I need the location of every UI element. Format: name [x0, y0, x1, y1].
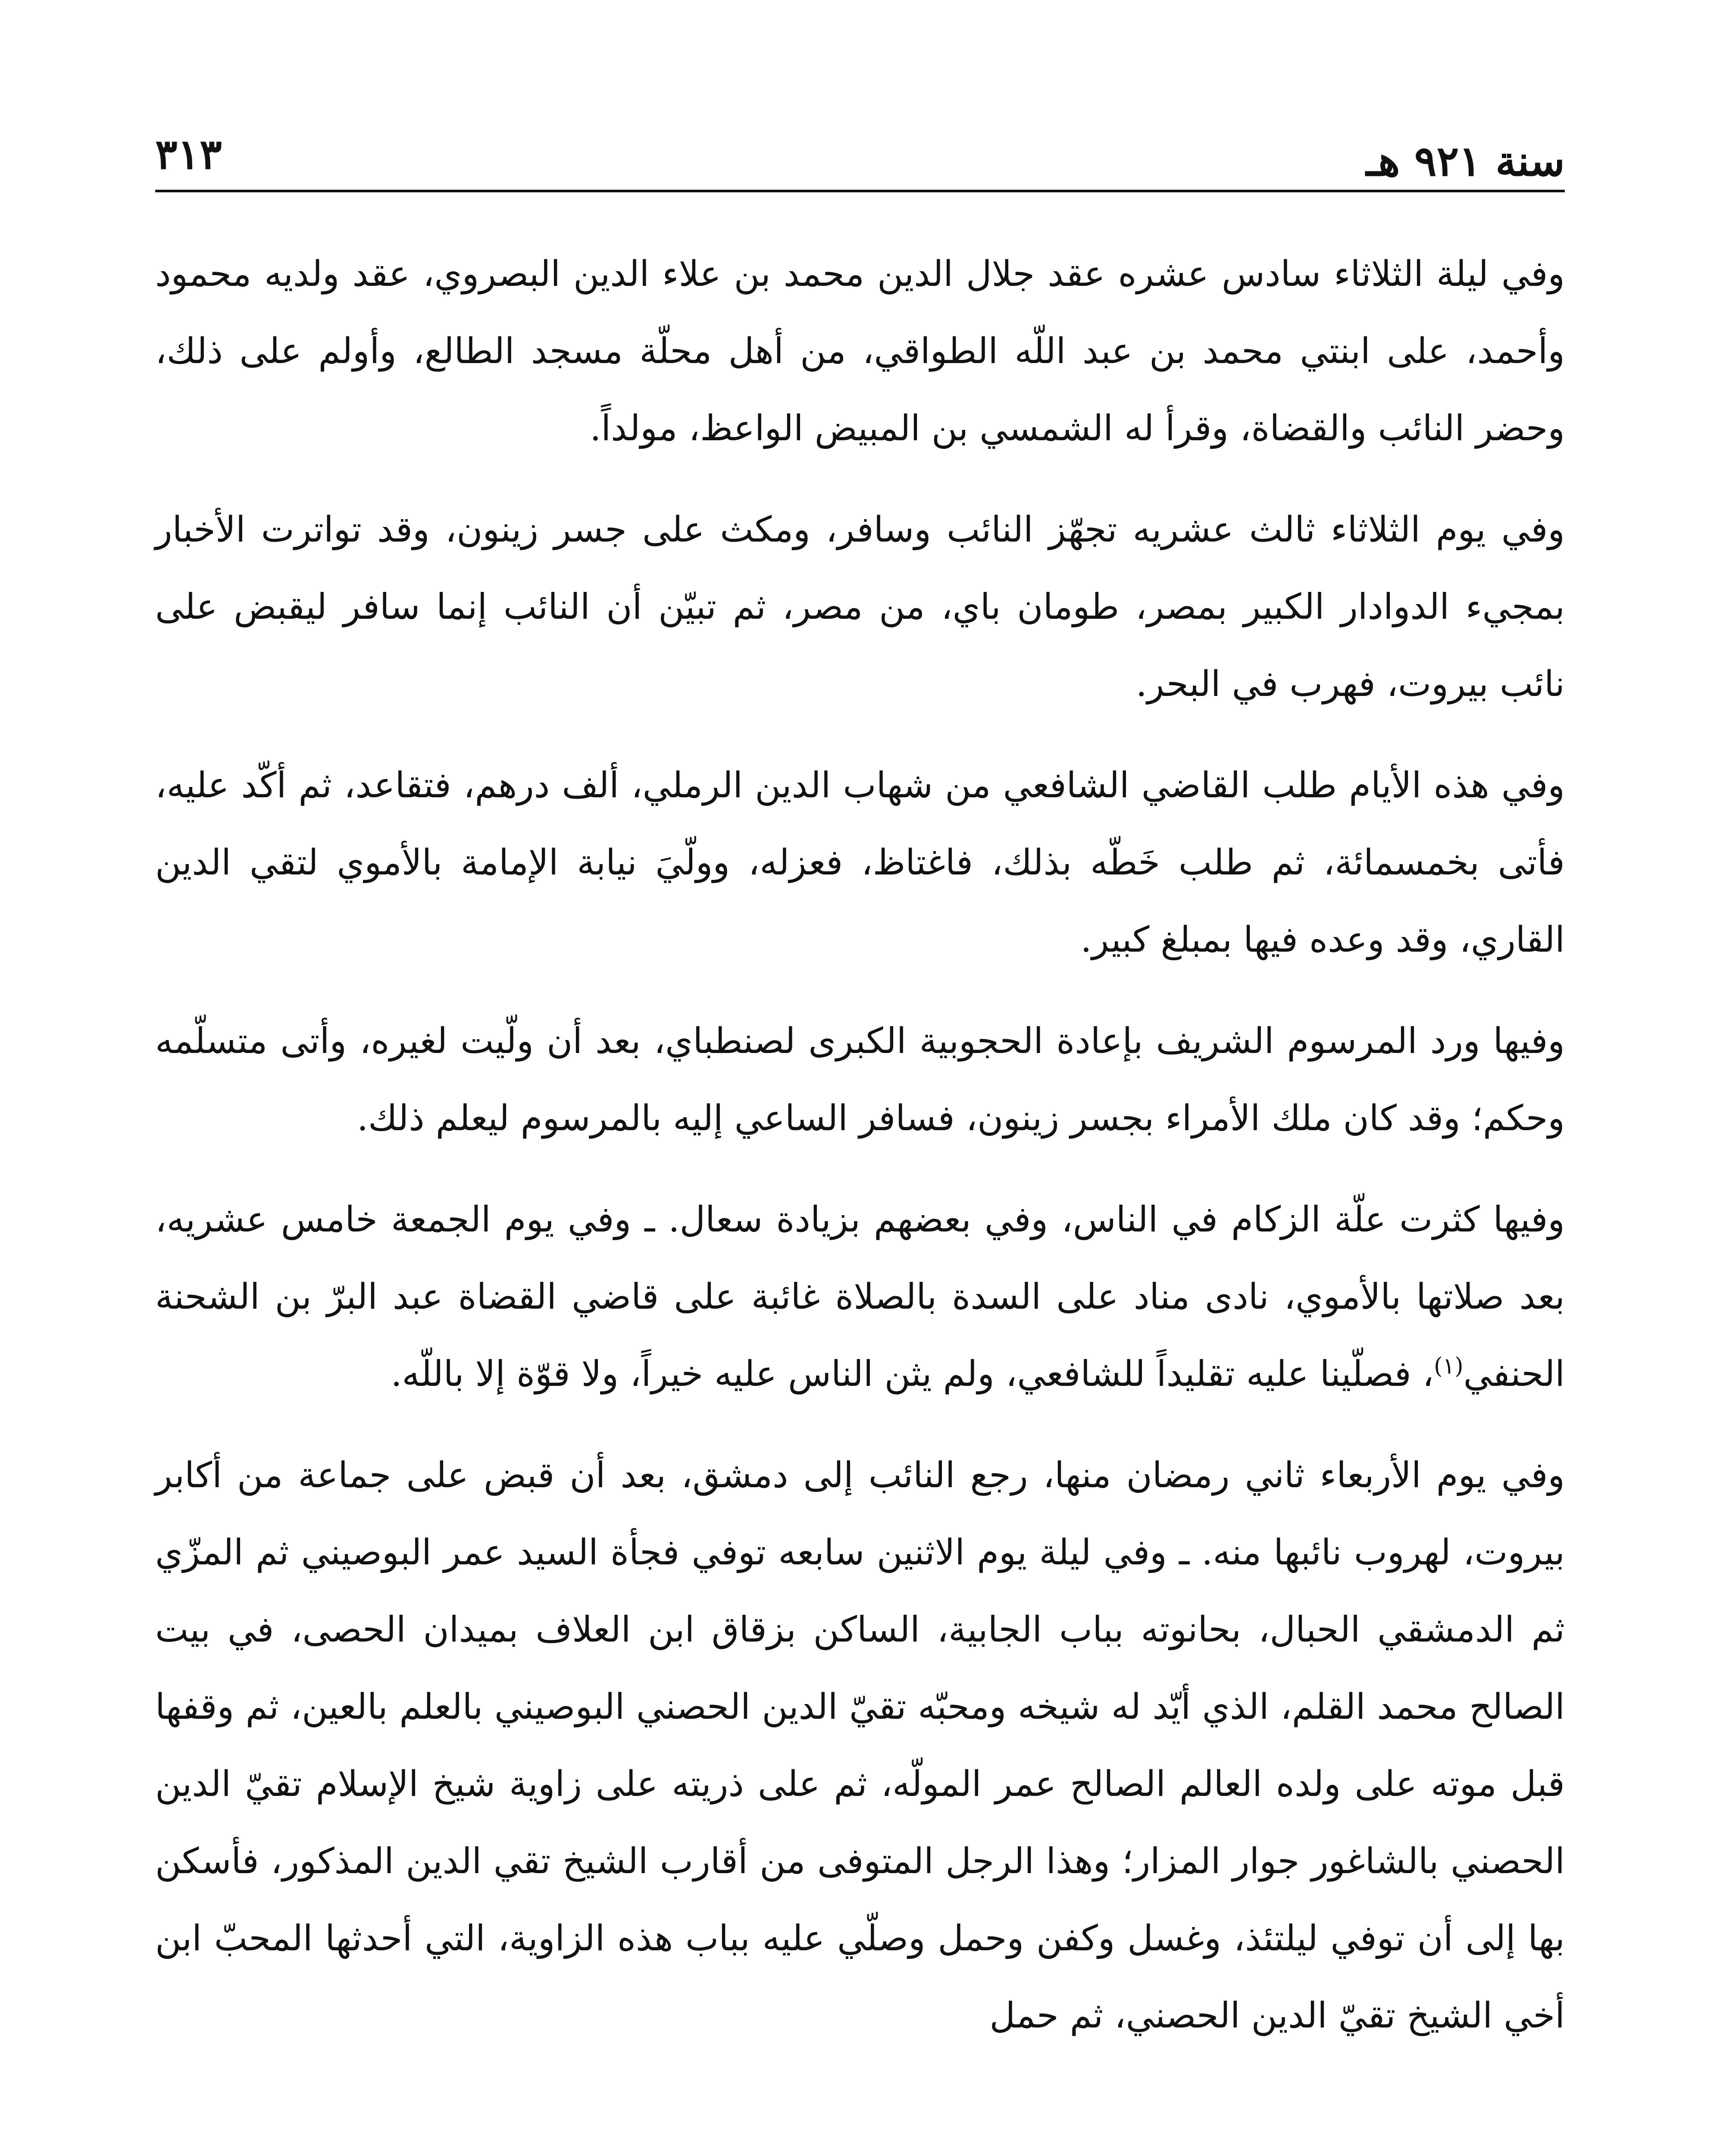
page-number: ٣١٣ — [155, 130, 222, 179]
paragraph-5 — [155, 1181, 1565, 1413]
paragraph-4: وفيها ورد المرسوم الشريف بإعادة الحجوبية الكبرى لصنطباي، بعد أن ولّيت لغيره، وأتى متسلّمه وحكم؛ وقد كان ملك الأمراء بجسر زينون، فسافر الساعي إليه بالمرسوم ليعلم ذلك. — [155, 1021, 1565, 1139]
paragraph-6: وفي يوم الأربعاء ثاني رمضان منها، رجع النائب إلى دمشق، بعد أن قبض على جماعة من أكابر بيروت، لهروب نائبها منه. ـ وفي ليلة يوم الاثنين سابعه توفي فجأة السيد عمر البوصيني ثم المزّي ثم الدمشقي الحبال، بحانوته بباب الجابية، الساكن بزقاق ابن العلاف بميدان الحصى، في بيت الصالح محمد القلم، الذي أيّد له شيخه ومحبّه تقيّ الدين الحصني البوصيني بالعلم بالعين، ثم وقفها قبل موته على ولده العالم الصالح عمر المولّه، ثم على ذريته على زاوية شيخ الإسلام تقيّ الدين الحصني بالشاغور جوار المزار؛ وهذا الرجل المتوفى من أقارب الشيخ تقي الدين المذكور، فأسكن بها إلى أن توفي ليلتئذ، وغسل وكفن وحمل وصلّي عليه بباب هذه الزاوية، التي أحدثها المحبّ ابن أخي الشيخ تقيّ الدين الحصني، ثم حمل — [155, 1455, 1565, 2036]
paragraph-3: وفي هذه الأيام طلب القاضي الشافعي من شهاب الدين الرملي، ألف درهم، فتقاعد، ثم أكّد عليه، فأتى بخمسمائة، ثم طلب خَطّه بذلك، فاغتاظ، فعزله، وولّيَ نيابة الإمامة بالأموي لتقي الدين القاري، وقد وعده فيها بمبلغ كبير. — [155, 765, 1565, 960]
paragraph-2: وفي يوم الثلاثاء ثالث عشريه تجهّز النائب وسافر، ومكث على جسر زينون، وقد تواترت الأخبار بمجيء الدوادار الكبير بمصر، طومان باي، من مصر، ثم تبيّن أن النائب إنما سافر ليقبض على نائب بيروت، فهرب في البحر. — [155, 509, 1565, 705]
paragraph-1: وفي ليلة الثلاثاء سادس عشره عقد جلال الدين محمد بن علاء الدين البصروي، عقد ولديه محمود وأحمد، على ابنتي محمد بن عبد اللّه الطواقي، من أهل محلّة مسجد الطالع، وأولم على ذلك، وحضر النائب والقضاة، وقرأ له الشمسي بن المبيض الواعظ، مولداً. — [155, 254, 1565, 449]
footnote-reference[interactable]: (١) — [1434, 1353, 1464, 1379]
paragraph-5-text-before: وفيها كثرت علّة الزكام في الناس، وفي بعضهم بزيادة سعال. ـ وفي يوم الجمعة خامس عشريه، بعد صلاتها بالأموي، نادى مناد على السدة بالصلاة غائبة على قاضي القضاة عبد البرّ بن الشحنة الحنفي — [155, 1199, 1565, 1395]
body-text — [155, 235, 1565, 2054]
paragraph-5-text-after: ، فصلّينا عليه تقليداً للشافعي، ولم يثن الناس عليه خيراً، ولا قوّة إلا باللّه. — [391, 1354, 1434, 1395]
running-header — [155, 99, 1565, 192]
running-header-year: سنة ٩٢١ هـ — [1366, 137, 1565, 185]
book-page — [155, 99, 1565, 2156]
